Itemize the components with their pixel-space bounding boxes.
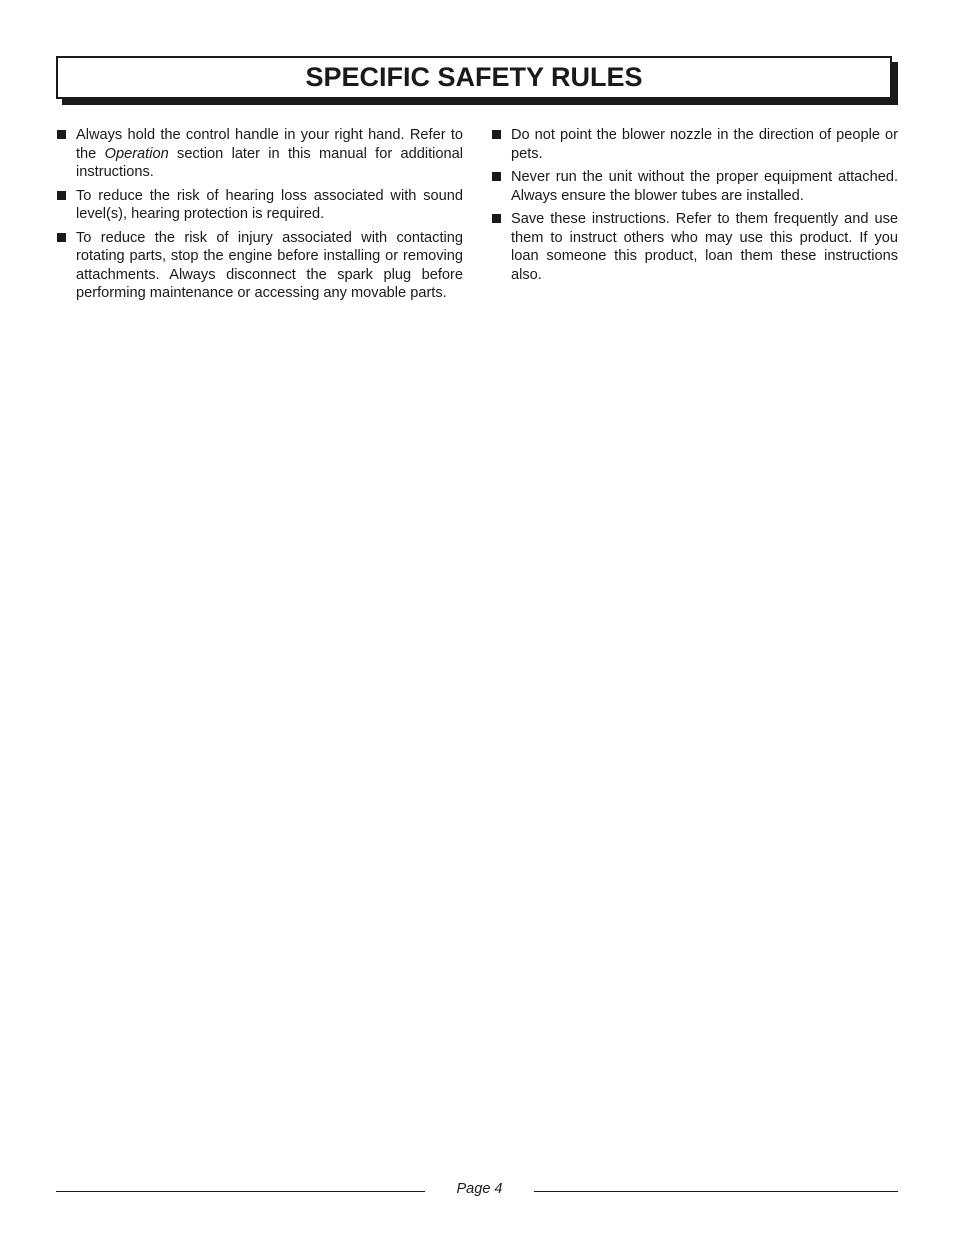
square-bullet-icon <box>57 233 66 242</box>
list-item <box>56 229 463 303</box>
header-box <box>56 56 892 99</box>
item-text: To reduce the risk of injury associated with contacting rotating parts, stop the engine before installing or removing attachments. Always disconnect the spark plug before performing maintenance or accessing any movable parts. <box>76 229 463 301</box>
item-text: Save these instructions. Refer to them frequently and use them to instruct others who may use this product. If you loan someone this product, loan them these instructions also. <box>511 211 898 283</box>
item-text: Do not point the blower nozzle in the direction of people or pets. <box>511 127 898 162</box>
footer-divider-right <box>534 1191 898 1192</box>
page-title: SPECIFIC SAFETY RULES <box>305 62 643 92</box>
square-bullet-icon <box>492 130 501 139</box>
item-text: To reduce the risk of hearing loss associated with sound level(s), hearing protection is required. <box>76 187 463 222</box>
list-item <box>491 168 898 205</box>
square-bullet-icon <box>492 214 501 223</box>
section-header <box>56 56 892 99</box>
item-text: Never run the unit without the proper equipment attached. Always ensure the blower tubes are installed. <box>511 169 898 204</box>
right-column <box>491 126 898 289</box>
list-item <box>56 126 463 182</box>
square-bullet-icon <box>492 172 501 181</box>
left-column <box>56 126 463 308</box>
list-item <box>491 210 898 284</box>
item-text: section later in this manual for additional instructions. <box>76 145 463 180</box>
square-bullet-icon <box>57 191 66 200</box>
list-item <box>491 126 898 163</box>
list-item <box>56 187 463 224</box>
footer-divider-left <box>56 1191 425 1192</box>
item-text: Always hold the control handle in your right hand. Refer to the <box>76 127 463 162</box>
page-footer <box>56 1180 898 1202</box>
page-number: Page 4 <box>456 1181 503 1197</box>
item-emphasis: Operation <box>104 145 169 162</box>
square-bullet-icon <box>57 130 66 139</box>
